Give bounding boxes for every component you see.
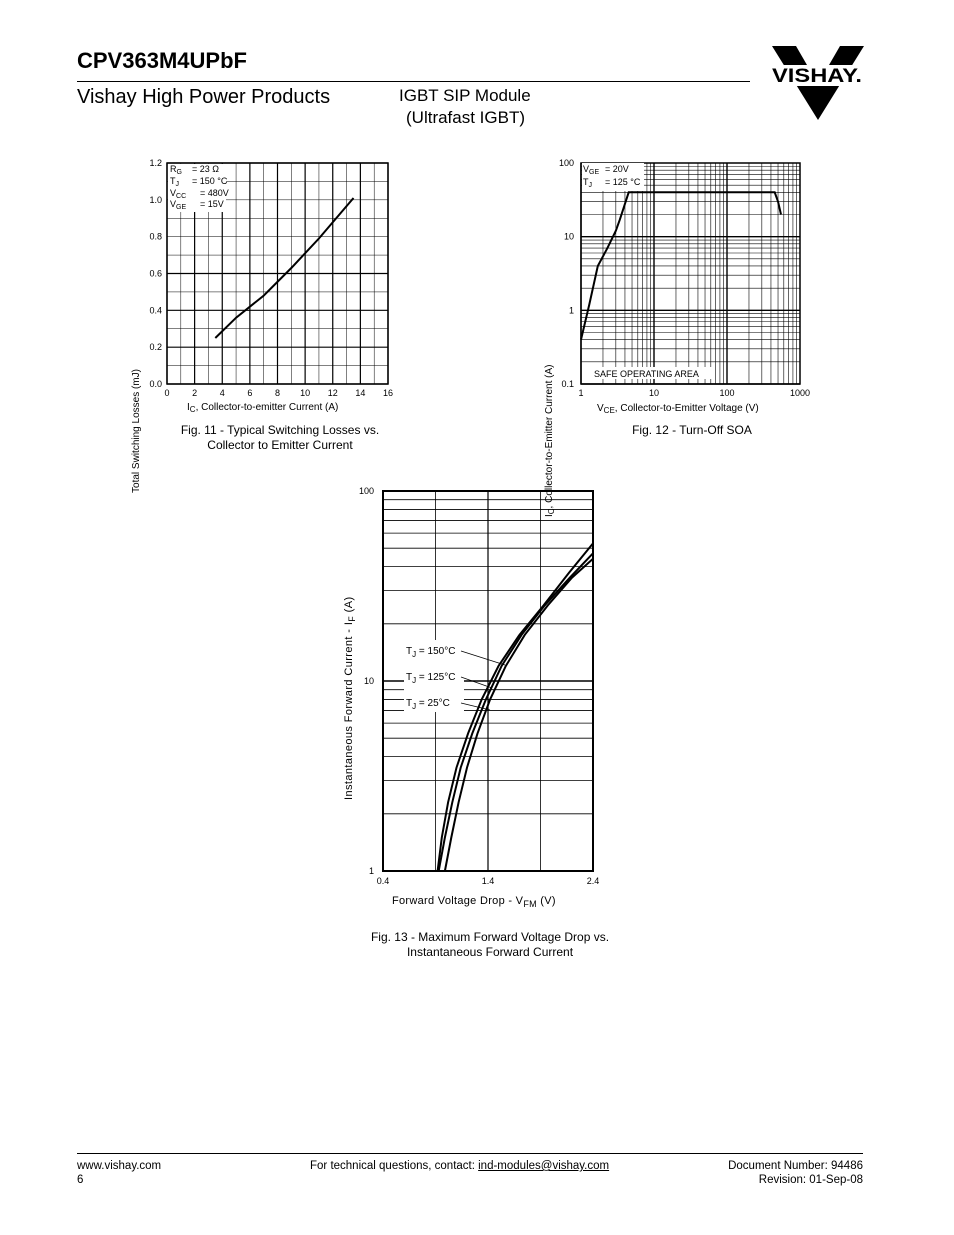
fig11-x-tick: 16 xyxy=(382,388,394,398)
fig11-cond-vge: $V_{GE} = 15V$ xyxy=(170,199,224,211)
fig11-y-tick: 1.0 xyxy=(149,194,162,205)
fig11-x-tick: 4 xyxy=(219,388,225,398)
footer-website[interactable]: www.vishay.com xyxy=(77,1160,162,1172)
fig12-x-tick: 10 xyxy=(648,388,660,398)
footer-right xyxy=(728,1159,863,1187)
fig11-caption xyxy=(155,423,405,453)
fig11-y-tick: 1.2 xyxy=(149,158,162,168)
fig13-leader-25 xyxy=(461,703,490,710)
part-number: CPV363M4UPbF xyxy=(77,48,247,73)
fig12-cond-vge: $V_{GE} = 20V$ xyxy=(583,164,629,176)
footer-contact-email[interactable]: ind-modules@vishay.com xyxy=(478,1160,610,1172)
fig13-label-25: $T_J = 25^\circ C$ xyxy=(406,698,450,711)
fig11-x-tick: 12 xyxy=(327,388,338,398)
fig11-caption-line2: Collector to Emitter Current xyxy=(207,438,353,452)
fig13-x-tick: 0.4 xyxy=(376,876,390,886)
fig12-cond-tj: $T_J = 125$ °C xyxy=(583,177,641,189)
fig12-x-tick: 100 xyxy=(719,388,735,398)
fig13-caption-line2: Instantaneous Forward Current xyxy=(406,945,574,959)
fig13-ylabel: Instantaneous Forward Current - $I_F$ (A) xyxy=(343,596,357,800)
fig11-y-tick: 0.6 xyxy=(149,268,162,279)
fig11-cond-tj: $T_J = 150$ °C xyxy=(170,176,228,188)
fig11-x-tick: 14 xyxy=(355,388,366,398)
fig11-y-tick: 0.2 xyxy=(149,342,162,353)
fig11-y-tick: 0.0 xyxy=(149,379,162,389)
fig13-xlabel: Forward Voltage Drop - $V_{FM}$ (V) xyxy=(392,895,556,909)
logo-text: VISHAY. xyxy=(772,66,862,87)
fig13-leader-125 xyxy=(461,677,492,688)
module-title-line1: IGBT SIP Module xyxy=(399,86,531,105)
fig11-x-tick: 8 xyxy=(274,388,281,398)
fig12-y-tick: 0.1 xyxy=(561,379,574,389)
header-rule xyxy=(77,81,750,82)
fig13-x-tick: 1.4 xyxy=(481,876,495,886)
fig12-xlabel: $V_{CE}$, Collector-to-Emitter Voltage (V) xyxy=(597,403,759,415)
fig13-chart xyxy=(330,480,620,915)
fig13-leader-150 xyxy=(461,651,505,665)
footer-left xyxy=(77,1159,161,1187)
footer-rule xyxy=(77,1153,863,1154)
fig12-y-tick: 10 xyxy=(563,231,574,242)
fig13-label-125: $T_J = 125^\circ C$ xyxy=(406,672,456,685)
fig13-y-tick: 10 xyxy=(363,676,374,686)
fig12-y-tick: 100 xyxy=(558,158,574,168)
footer-contact xyxy=(310,1159,609,1173)
fig13-y-tick: 1 xyxy=(368,866,374,876)
fig12-ylabel: $I_C$, Collector-to-Emitter Current (A) xyxy=(544,364,556,517)
module-title-line2: (Ultrafast IGBT) xyxy=(406,108,526,127)
fig12-caption: Fig. 12 - Turn-Off SOA xyxy=(632,423,752,437)
footer-contact-prefix: For technical questions, contact: xyxy=(310,1160,479,1172)
fig13-label-150: $T_J = 150^\circ C$ xyxy=(406,646,456,659)
fig12-grid xyxy=(581,163,800,384)
fig13-series-0 xyxy=(445,559,593,871)
footer-revision: Revision: 01-Sep-08 xyxy=(758,1174,863,1186)
footer-document-number: Document Number: 94486 xyxy=(728,1160,863,1172)
fig11-x-tick: 6 xyxy=(247,388,253,398)
footer-page-number: 6 xyxy=(77,1174,84,1186)
fig13-x-tick: 2.4 xyxy=(586,876,600,886)
fig11-ylabel: Total Switching Losses (mJ) xyxy=(131,369,142,493)
fig13-caption xyxy=(340,930,640,960)
vishay-logo xyxy=(770,44,866,120)
fig11-xlabel: $I_C$, Collector-to-emitter Current (A) xyxy=(187,402,339,414)
fig13-caption-line1: Fig. 13 - Maximum Forward Voltage Drop vs. xyxy=(370,930,610,944)
fig12-area-label: SAFE OPERATING AREA xyxy=(594,369,699,379)
fig11-y-tick: 0.4 xyxy=(149,305,162,316)
fig11-caption-line1: Fig. 11 - Typical Switching Losses vs. xyxy=(180,423,380,437)
fig13-series-1 xyxy=(439,553,593,871)
fig13-y-tick: 100 xyxy=(358,486,374,496)
module-title xyxy=(399,85,531,129)
fig11-x-tick: 2 xyxy=(192,388,198,398)
fig13-curve-labels xyxy=(406,646,455,711)
fig12-x-tick: 1000 xyxy=(789,388,811,398)
division-title: Vishay High Power Products xyxy=(77,86,331,108)
fig12-x-tick: 1 xyxy=(578,388,584,398)
fig11-y-tick: 0.8 xyxy=(149,231,162,242)
fig12-y-tick: 1 xyxy=(568,305,574,316)
fig13-tick-labels xyxy=(359,486,599,886)
fig11-cond-rg: $R_G = 23$ Ω xyxy=(170,164,219,176)
fig11-x-tick: 10 xyxy=(300,388,311,398)
fig12-frame xyxy=(581,163,800,384)
fig11-cond-vcc: $V_{CC} = 480V$ xyxy=(170,188,229,200)
fig11-x-tick: 0 xyxy=(164,388,170,398)
